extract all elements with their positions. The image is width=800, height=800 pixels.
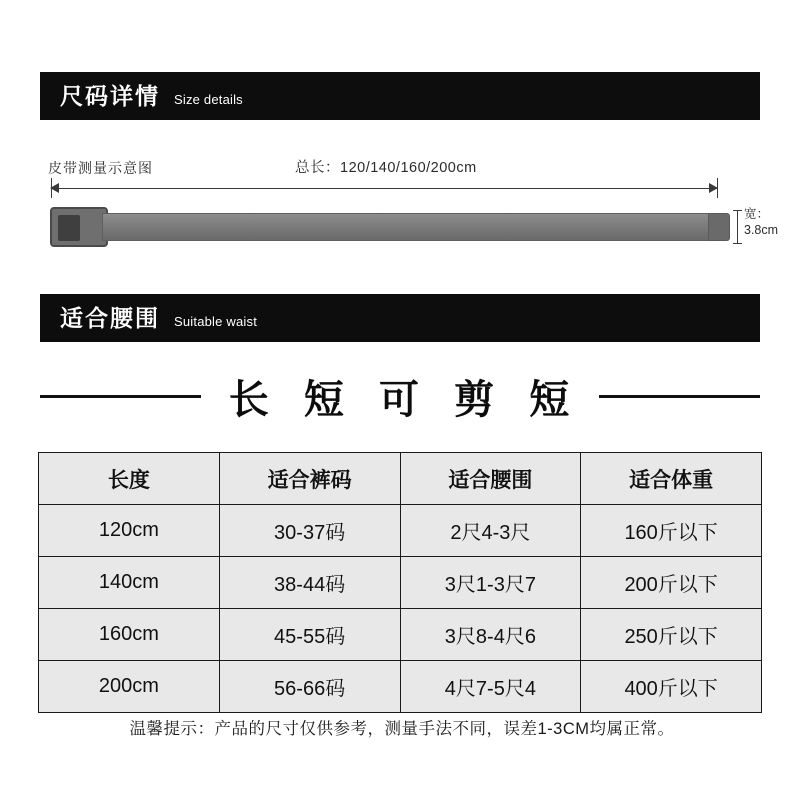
belt-buckle-icon (50, 207, 108, 247)
belt-width-label (744, 206, 778, 238)
table-row (39, 505, 762, 557)
section-title-cn: 尺码详情 (60, 82, 160, 109)
table-cell: 160cm (39, 609, 220, 661)
measure-tick-right (717, 178, 718, 198)
heading-rule-right (599, 395, 760, 398)
width-bracket-icon (737, 210, 738, 244)
length-arrow-line (58, 188, 718, 189)
footnote-text: 温馨提示：产品的尺寸仅供参考，测量手法不同，误差1-3CM均属正常。 (129, 720, 675, 738)
section-header-size-details (40, 72, 760, 120)
table-cell: 200斤以下 (581, 557, 762, 609)
size-table (38, 452, 762, 713)
table-row (39, 661, 762, 713)
belt-tip (708, 213, 730, 241)
heading-rule-left (40, 395, 201, 398)
belt-width-label-line1: 宽： (744, 207, 770, 221)
table-cell: 3尺8-4尺6 (400, 609, 581, 661)
table-cell: 56-66码 (219, 661, 400, 713)
table-cell: 160斤以下 (581, 505, 762, 557)
belt-measurement-diagram (40, 140, 779, 270)
diagram-caption: 皮带测量示意图 (48, 160, 153, 176)
table-row (39, 557, 762, 609)
table-cell: 30-37码 (219, 505, 400, 557)
table-cell: 45-55码 (219, 609, 400, 661)
belt-width-label-line2: 3.8cm (744, 223, 779, 237)
total-length-label: 总长：120/140/160/200cm (295, 160, 477, 176)
table-cell: 120cm (39, 505, 220, 557)
table-row (39, 609, 762, 661)
belt-strap (102, 213, 710, 241)
table-header-cell: 适合体重 (581, 453, 762, 505)
table-header-cell: 长度 (39, 453, 220, 505)
belt-buckle-inner (58, 215, 80, 241)
section-header-suitable-waist (40, 294, 760, 342)
table-header-cell: 适合裤码 (219, 453, 400, 505)
cuttable-heading (40, 366, 760, 426)
table-cell: 4尺7-5尺4 (400, 661, 581, 713)
table-cell: 2尺4-3尺 (400, 505, 581, 557)
table-header-row (39, 453, 762, 505)
table-cell: 38-44码 (219, 557, 400, 609)
table-cell: 3尺1-3尺7 (400, 557, 581, 609)
table-cell: 250斤以下 (581, 609, 762, 661)
section-title-en: Suitable waist (174, 313, 258, 329)
section-title-en: Size details (174, 91, 243, 107)
table-header-cell: 适合腰围 (400, 453, 581, 505)
section-title-cn: 适合腰围 (60, 304, 160, 331)
table-cell: 400斤以下 (581, 661, 762, 713)
table-cell: 140cm (39, 557, 220, 609)
measure-tick-left (51, 178, 52, 198)
heading-text: 长 短 可 剪 短 (228, 377, 582, 422)
table-cell: 200cm (39, 661, 220, 713)
